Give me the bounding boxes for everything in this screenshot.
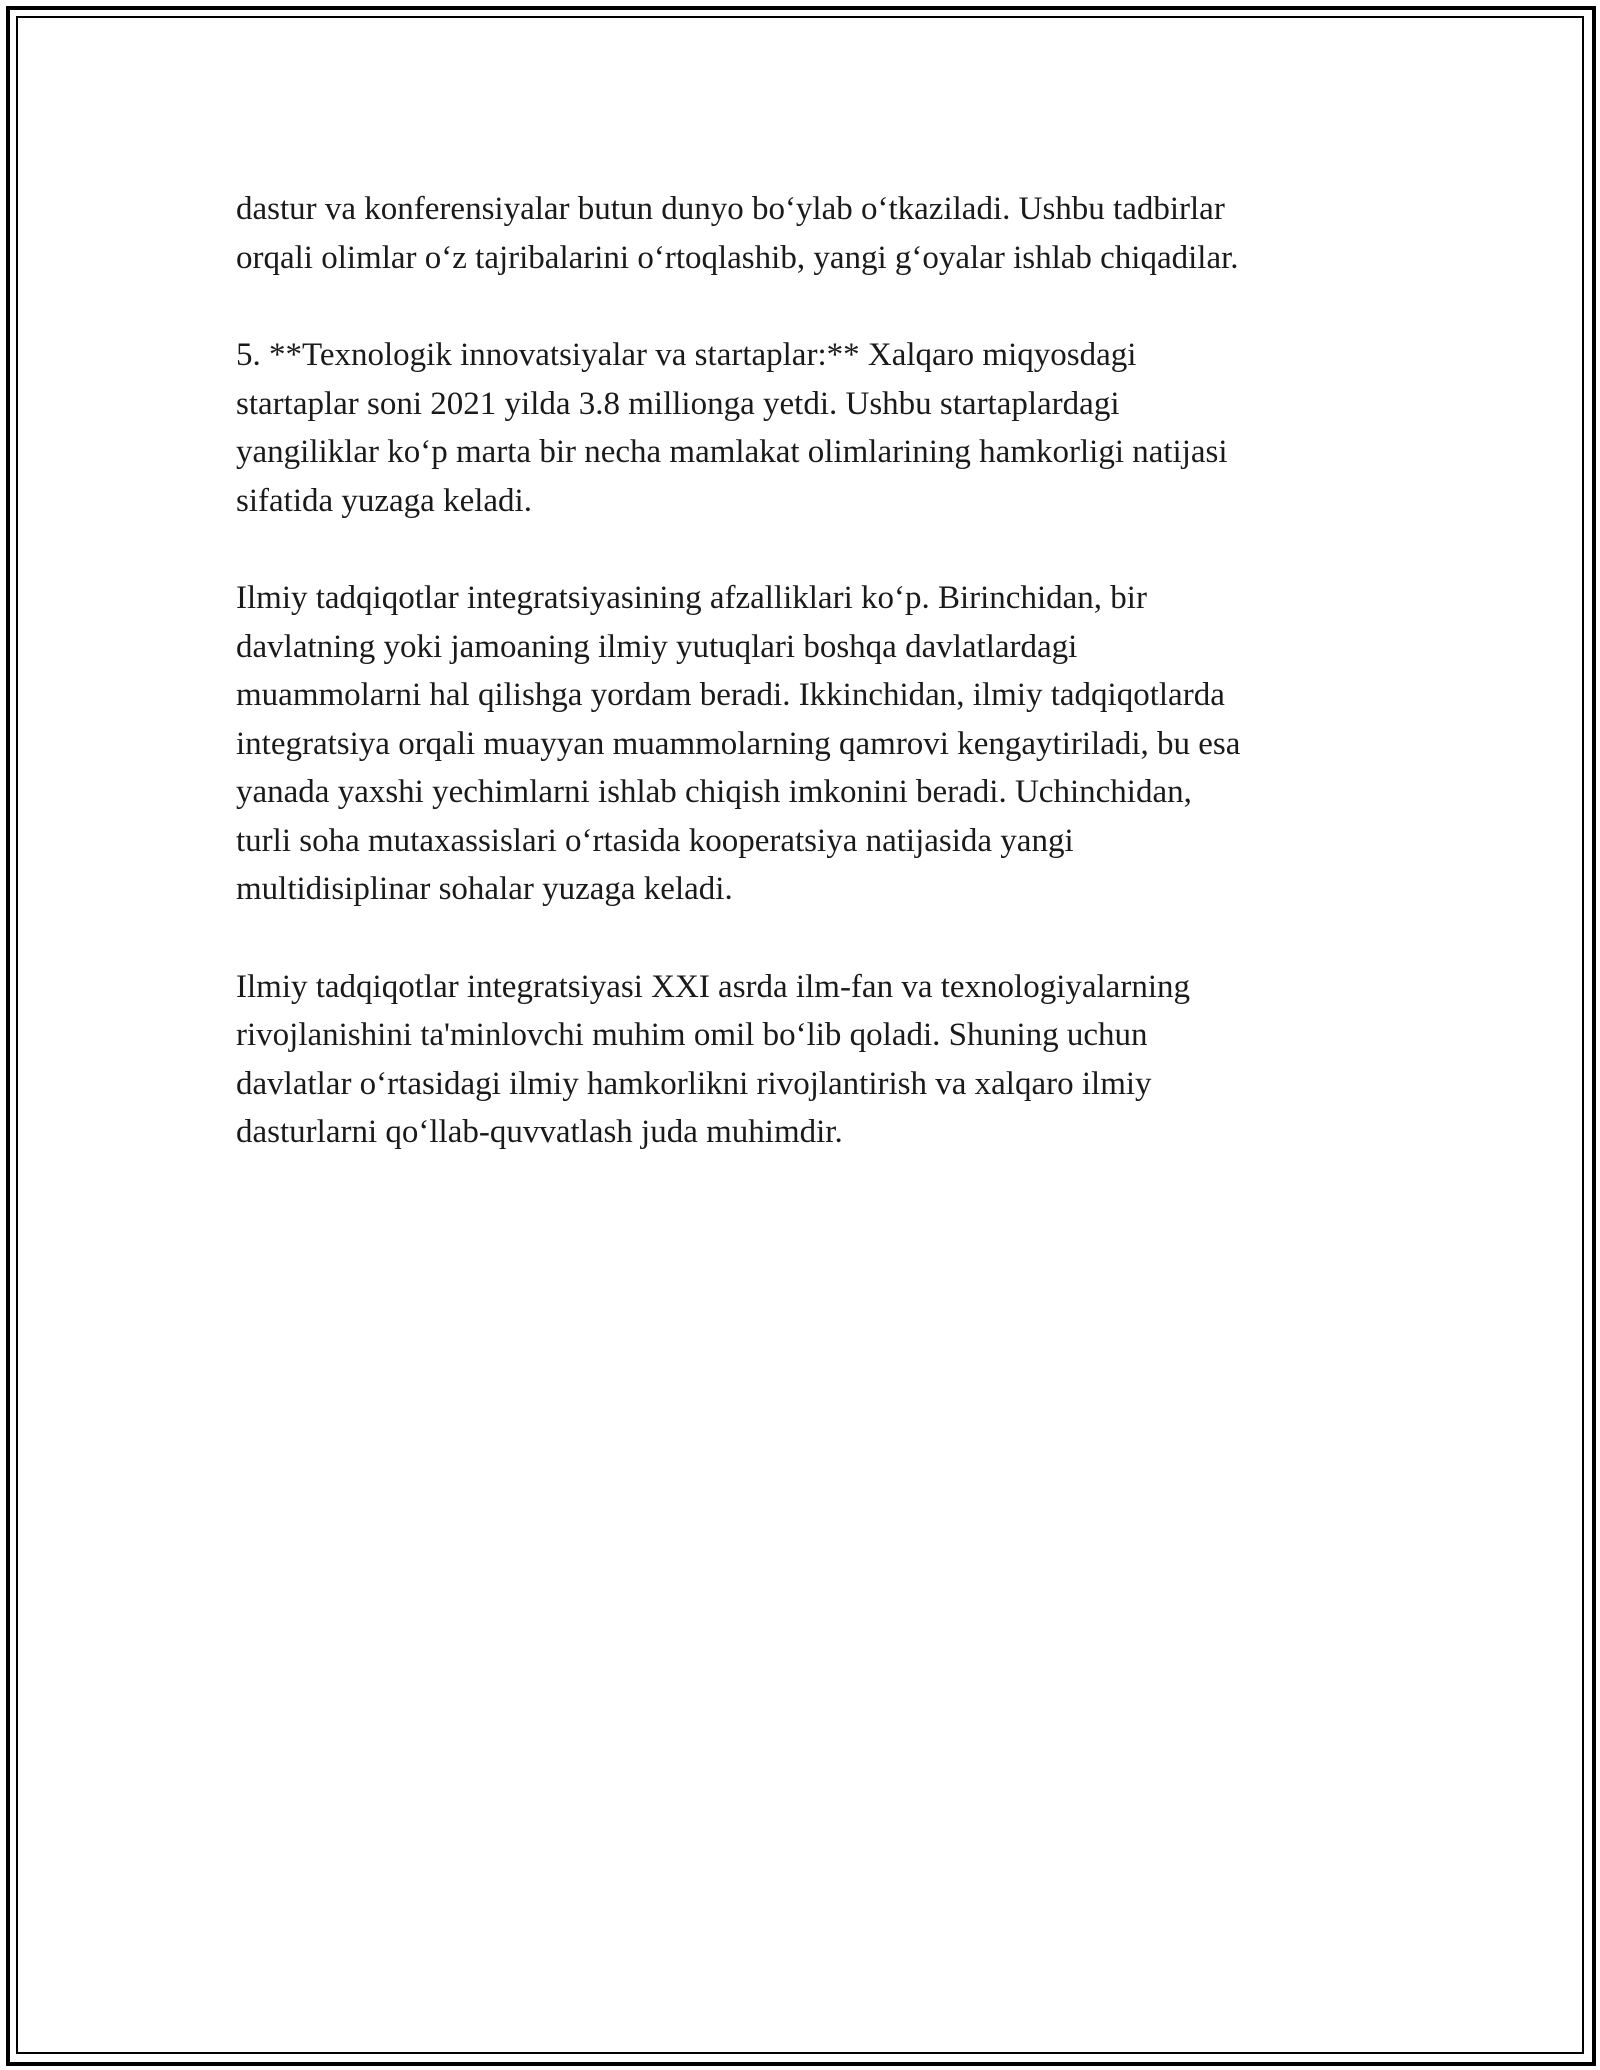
paragraph-startups: 5. **Texnologik innovatsiyalar va startaplar:** Xalqaro miqyosdagi startaplar soni 2021 yilda 3.8 millionga yetdi. Ushbu startaplardagi yangiliklar ko‘p marta bir necha mamlakat olimlarining hamkorligi natijasi sifatida yuzaga keladi.: [236, 337, 1228, 519]
paragraph-conclusion: Ilmiy tadqiqotlar integratsiyasi XXI asrda ilm-fan va texnologiyalarning rivojlanishini ta'minlovchi muhim omil bo‘lib qoladi. Shuning uchun davlatlar o‘rtasidagi ilmiy hamkorlikni rivojlantirish va xalqaro ilmiy dasturlarni qo‘llab-quvvatlash juda muhimdir.: [236, 968, 1190, 1150]
paragraph-conferences: dastur va konferensiyalar butun dunyo bo‘ylab o‘tkaziladi. Ushbu tadbirlar orqali olimlar o‘z tajribalarini o‘rtoqlashib, yangi g‘oyalar ishlab chiqadilar.: [236, 191, 1239, 276]
document-body: [236, 185, 1366, 1206]
paragraph-advantages: Ilmiy tadqiqotlar integratsiyasining afzalliklari ko‘p. Birinchidan, bir davlatning yoki jamoaning ilmiy yutuqlari boshqa davlatlardagi muammolarni hal qilishga yordam beradi. Ikkinchidan, ilmiy tadqiqotlarda integratsiya orqali muayyan muammolarning qamrovi kengaytiriladi, bu esa yanada yaxshi yechimlarni ishlab chiqish imkonini beradi. Uchinchidan, turli soha mutaxassislari o‘rtasida kooperatsiya natijasida yangi multidisiplinar sohalar yuzaga keladi.: [236, 580, 1241, 907]
